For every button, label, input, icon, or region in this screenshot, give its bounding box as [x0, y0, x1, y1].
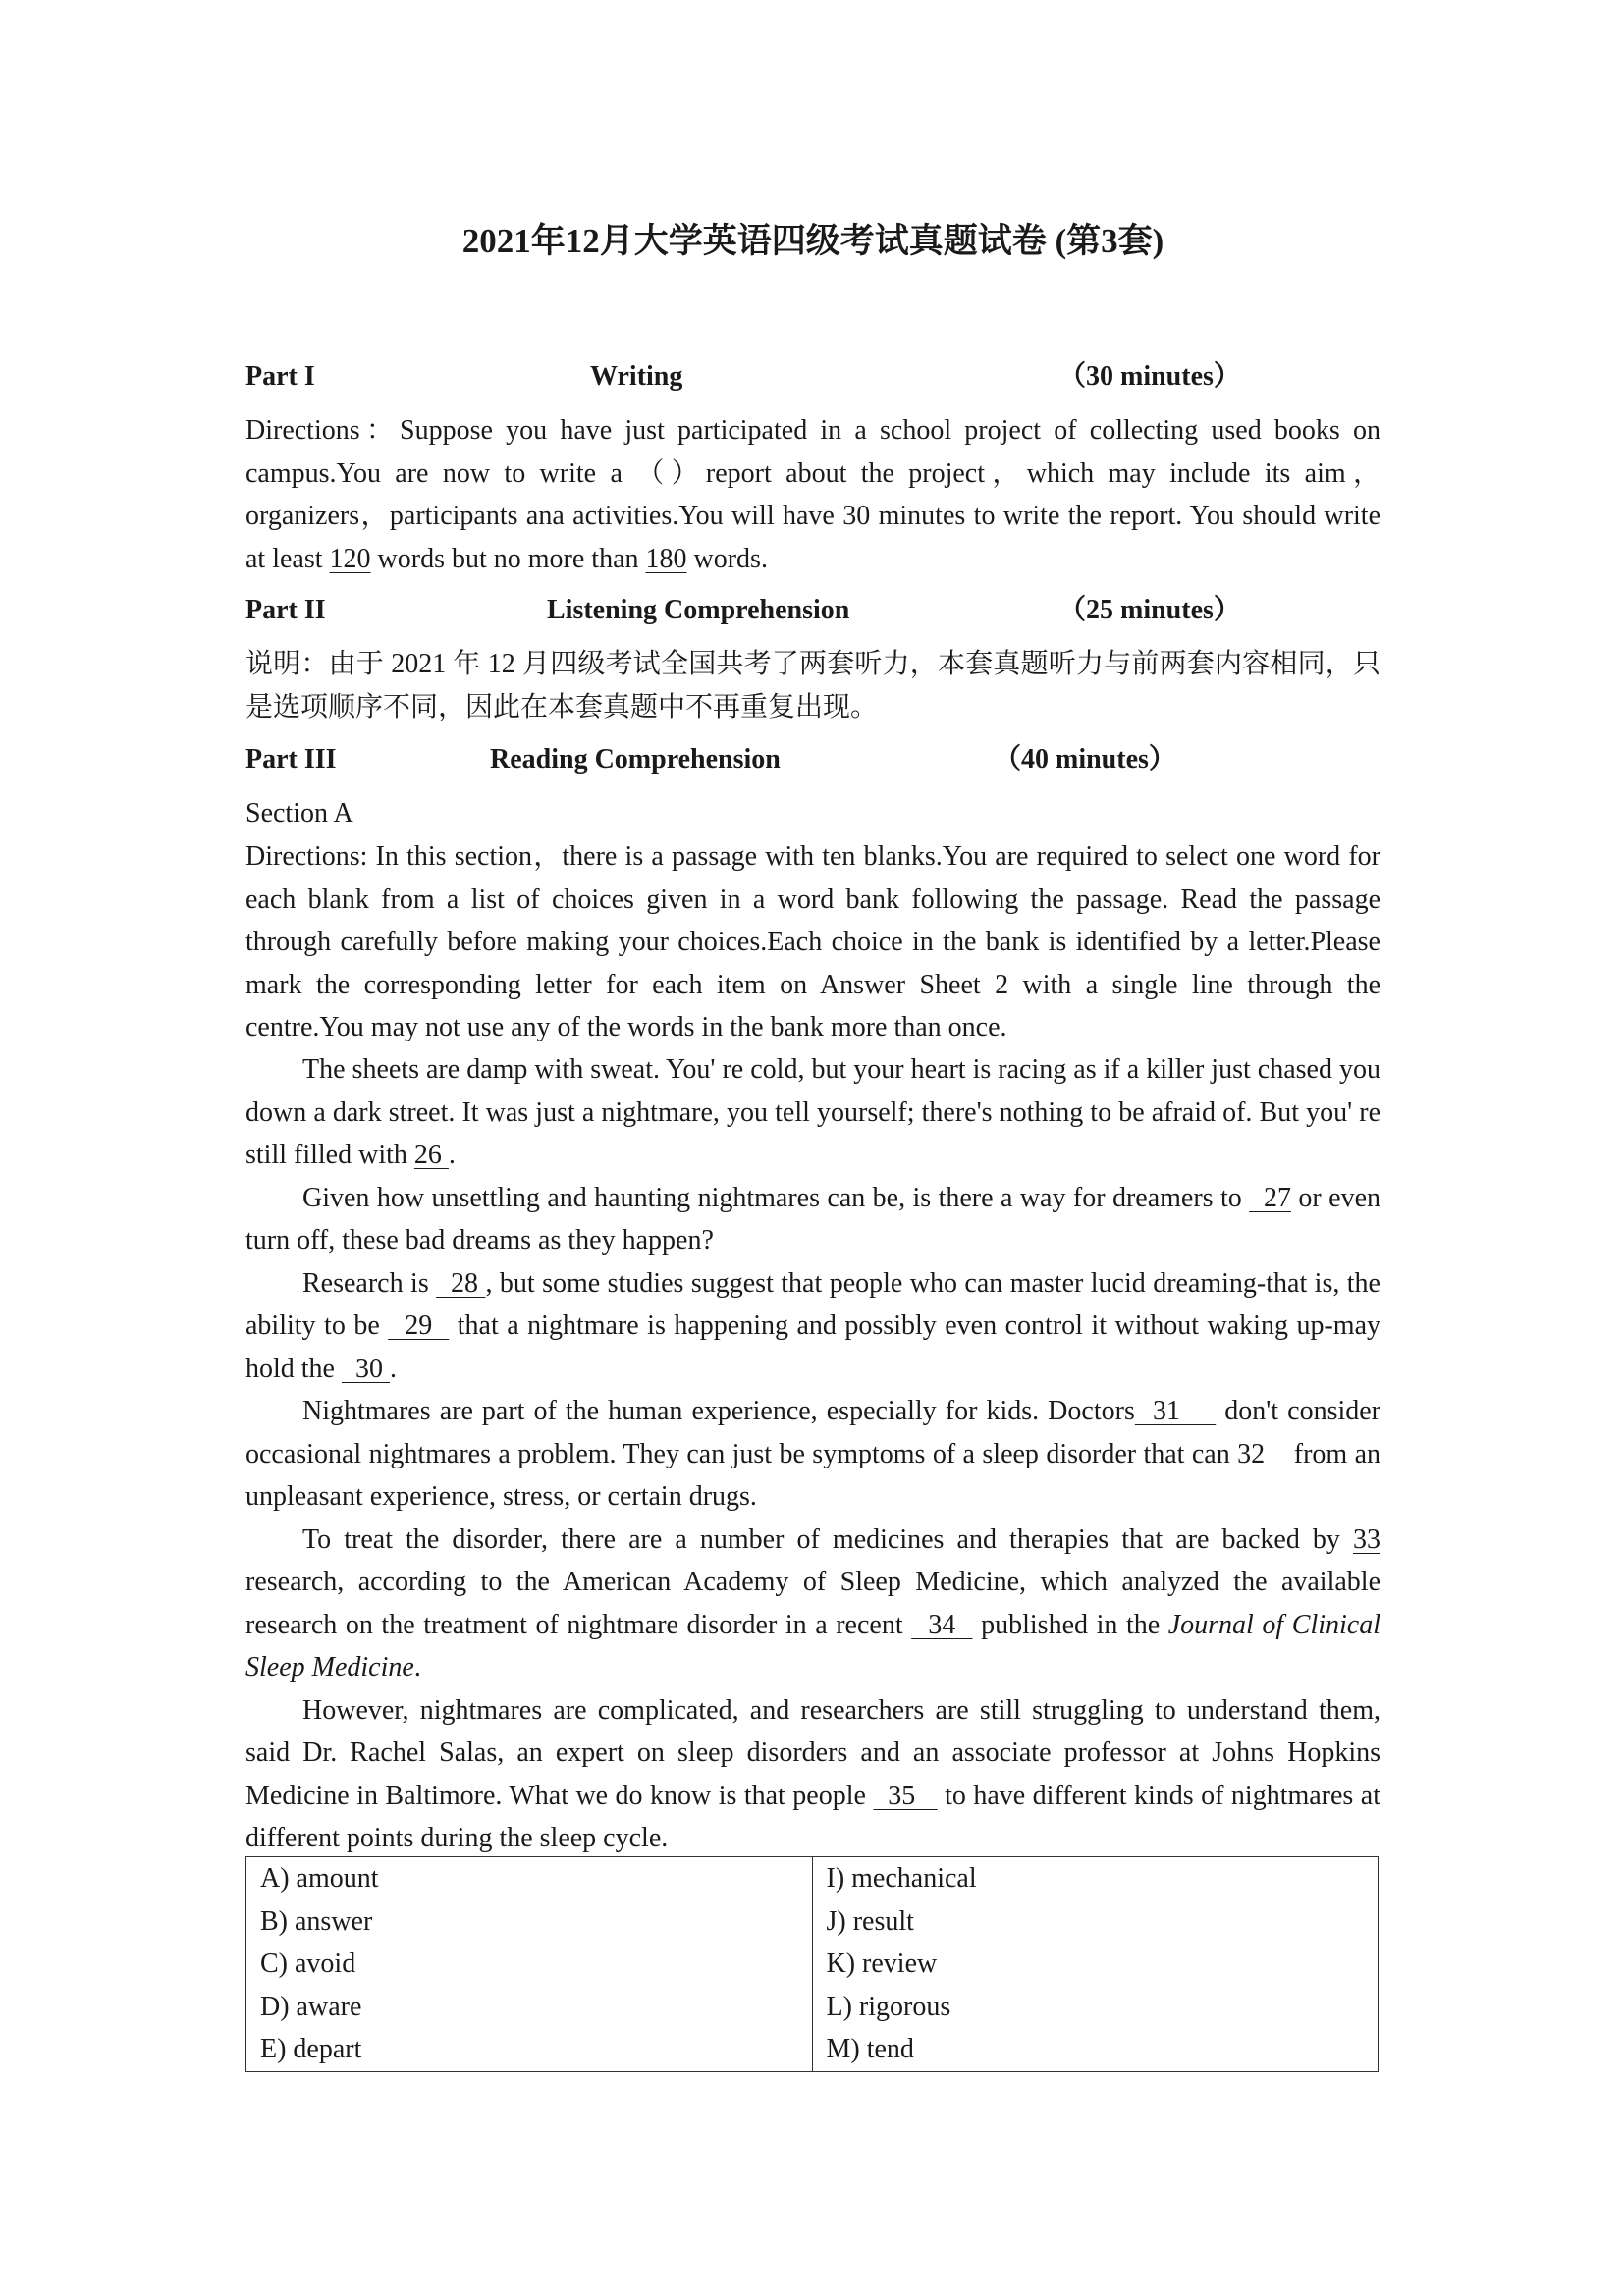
word-bank-option: A) amount	[260, 1863, 379, 1894]
blank-27: 27	[1249, 1182, 1291, 1213]
page-title: 2021年12月大学英语四级考试真题试卷 (第3套)	[461, 222, 1164, 260]
min-words: 120	[329, 543, 371, 574]
word-bank-option: I) mechanical	[812, 1857, 1379, 1900]
blank-30: 30	[342, 1353, 390, 1384]
part-2-time: （25 minutes）	[1058, 595, 1241, 625]
reading-passage	[245, 1048, 1380, 1860]
word-bank-option: C) avoid	[260, 1949, 356, 1979]
part-2-name: Listening Comprehension	[547, 595, 850, 625]
passage-paragraph: The sheets are damp with sweat. You' re cold, but your heart is racing as if a killer just chased you down a dark street. It was just a nightmare, you tell yourself; there's nothing to be afraid of. But you' re still filled with 26 .	[245, 1054, 1380, 1170]
blank-28: 28	[436, 1267, 486, 1299]
word-bank-option: M) tend	[812, 2028, 1379, 2071]
word-bank-table	[245, 1856, 1379, 2072]
passage-paragraph: Nightmares are part of the human experience, especially for kids. Doctors 31 don't consider occasional nightmares a problem. They can just be symptoms of a sleep disorder that can 32 from an unpleasant experience, stress, or certain drugs.	[245, 1396, 1381, 1512]
part-3-section-label: Section A	[245, 798, 353, 828]
part-3-label: Part III	[245, 744, 337, 774]
part-1-directions: Directions：Suppose you have just participated in a school project of collecting used books on campus.You are now to write a （）report about the project，which may include its aim，organizers，participants ana activities.You will have 30 minutes to write the report. You should write at least 120 words but no more than 180 words.	[245, 415, 1380, 574]
passage-paragraph: To treat the disorder, there are a number of medicines and therapies that are backed by 33 research, according to the American Academy of Sleep Medicine, which analyzed the available research on the treatment of nightmare disorder in a recent 34 published in the Journal of Clinical Sleep Medicine.	[245, 1523, 1381, 1682]
word-bank-option: K) review	[812, 1943, 1379, 1986]
part-2-label: Part II	[245, 595, 326, 625]
word-bank-row	[246, 1986, 1379, 2029]
blank-33: 33	[1353, 1523, 1380, 1555]
part-1-name: Writing	[590, 361, 683, 392]
part-3-directions: Directions: In this section，there is a passage with ten blanks.You are required to select one word for each blank from a list of choices given in a word bank following the passage. Read the passage through carefully before making your choices.Each choice in the bank is identified by a letter.Please mark the corresponding letter for each item on Answer Sheet 2 with a single line through the centre.You may not use any of the words in the bank more than once.	[245, 841, 1380, 1042]
word-bank-row	[246, 2028, 1379, 2071]
passage-paragraph: Given how unsettling and haunting nightmares can be, is there a way for dreamers to 27 or even turn off, these bad dreams as they happen?	[245, 1182, 1380, 1255]
part-2-header	[245, 589, 1380, 632]
word-bank-option: E) depart	[260, 2034, 362, 2064]
part-3-time: （40 minutes）	[994, 744, 1176, 774]
passage-paragraph: Research is 28 , but some studies suggest that people who can master lucid dreaming-that is, the ability to be 29 that a nightmare is happening and possibly even control it without waking up-may hold the 30 .	[245, 1267, 1380, 1384]
part-1-header	[245, 355, 1380, 399]
word-bank-option: B) answer	[260, 1905, 373, 1937]
part-1-time: （30 minutes）	[1058, 361, 1241, 392]
word-bank-option: J) result	[812, 1900, 1379, 1944]
journal-name: Journal of Clinical Sleep Medicine	[245, 1609, 1381, 1682]
word-bank-row	[246, 1900, 1379, 1944]
blank-31: 31	[1134, 1396, 1217, 1426]
part-3-header	[245, 738, 1380, 781]
word-bank-row	[246, 1943, 1379, 1986]
passage-paragraph: However, nightmares are complicated, and researchers are still struggling to understand them, said Dr. Rachel Salas, an expert on sleep disorders and an associate professor at Johns Hopkins Medicine in Baltimore. What we do know is that people 35 to have different kinds of nightmares at different points during the sleep cycle.	[245, 1694, 1380, 1853]
word-bank-row	[246, 1857, 1379, 1900]
part-1-label: Part I	[245, 361, 315, 392]
blank-26: 26	[413, 1140, 449, 1170]
word-bank-option: L) rigorous	[812, 1986, 1379, 2029]
blank-29: 29	[388, 1310, 450, 1341]
word-bank-option: D) aware	[260, 1991, 362, 2022]
max-words: 180	[645, 543, 687, 574]
blank-32: 32	[1237, 1438, 1287, 1469]
part-3-name: Reading Comprehension	[490, 744, 781, 774]
part-2-note: 说明：由于 2021 年 12 月四级考试全国共考了两套听力，本套真题听力与前两套内容相同，只是选项顺序不同，因此在本套真题中不再重复出现。	[245, 649, 1380, 722]
blank-35: 35	[873, 1780, 938, 1811]
blank-34: 34	[911, 1609, 973, 1640]
